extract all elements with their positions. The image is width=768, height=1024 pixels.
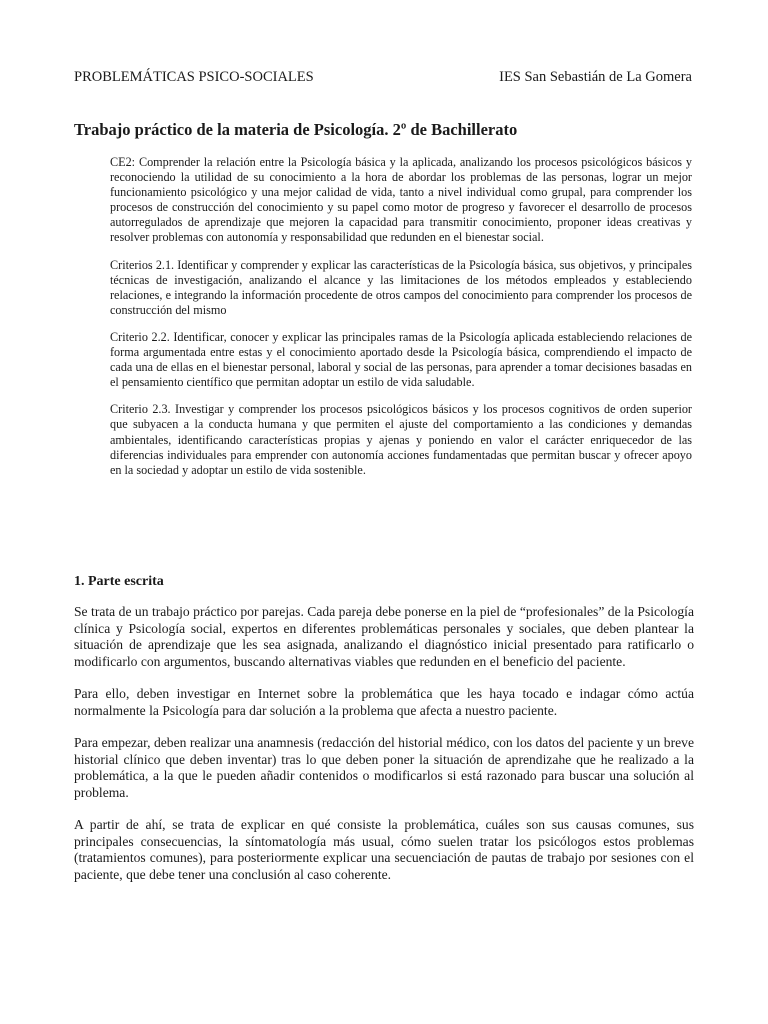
- evaluation-criteria: [110, 155, 692, 490]
- criterion-2-1: Criterios 2.1. Identificar y comprender y explicar las características de la Psicología básica, sus objetivos, y principales técnicas de investigación, analizando el alcance y las limitaciones de los métodos empleados y estableciendo relaciones, e integrando la información procedente de otros campos del conocimiento para comprender los procesos de construcción del mismo: [110, 257, 692, 317]
- section-paragraph: Para empezar, deben realizar una anamnesis (redacción del historial médico, con los datos del paciente y un breve historial clínico que deben inventar) tras lo que deben poner la situación de aprendizahe que he realizado a la problemática, a la que le pueden añadir contenidos o modificarlos si está razonado para buscar una solución al problema.: [74, 735, 694, 800]
- page-header: [74, 68, 692, 86]
- criterion-2-2: Criterio 2.2. Identificar, conocer y explicar las principales ramas de la Psicología aplicada estableciendo relaciones de forma argumentada entre estas y el conocimiento aportado desde la Psicología básica, comprendiendo el impacto de cada una de ellas en el bienestar personal, laboral y social de las personas, para aprender a tomar decisiones basadas en el pensamiento científico que permitan adoptar un estilo de vida saludable.: [110, 329, 692, 390]
- header-subject: PROBLEMÁTICAS PSICO-SOCIALES: [74, 69, 314, 85]
- section-paragraph: A partir de ahí, se trata de explicar en qué consiste la problemática, cuáles son sus causas comunes, sus principales consecuencias, la síntomatología más usual, cómo suelen tratar los psicólogos estos problemas (tratamientos comunes), para posteriormente explicar una secuenciación de pautas de trabajo por sesiones con el paciente, que debe tener una conclusión al caso coherente.: [74, 817, 694, 882]
- criterion-ce2: CE2: Comprender la relación entre la Psicología básica y la aplicada, analizando los procesos psicológicos básicos y reconociendo la utilidad de su conocimiento a la hora de abordar los problemas de las personas, lograr un mejor funcionamiento psicológico y una mejor calidad de vida, tanto a nivel individual como grupal, para comprender los procesos de construcción del conocimiento y su papel como motor de progreso y favorecer el desarrollo de procesos autorregulados de aprendizaje que mejoren la capacidad para transmitir conocimiento, proponer ideas creativas y resolver problemas con autonomía y responsabilidad que redunden en el bienestar social.: [110, 155, 692, 245]
- section-heading: 1. Parte escrita: [74, 574, 164, 589]
- criterion-2-3: Criterio 2.3. Investigar y comprender los procesos psicológicos básicos y los procesos cognitivos de orden superior que subyacen a la conducta humana y que permiten el ajuste del comportamiento a las condiciones y demandas ambientales, identificando características propias y ajenas y poniendo en valor el carácter enriquecedor de las diferencias individuales para emprender con autonomía acciones fundamentadas que permitan buscar y ofrecer apoyo en la sociedad y adoptar un estilo de vida sostenible.: [110, 402, 692, 477]
- document-title: Trabajo práctico de la materia de Psicología. 2º de Bachillerato: [74, 120, 518, 139]
- header-school: IES San Sebastián de La Gomera: [499, 69, 692, 85]
- section-written-part: [74, 573, 694, 899]
- section-paragraph: Para ello, deben investigar en Internet sobre la problemática que les haya tocado e indagar cómo actúa normalmente la Psicología para dar solución a la problema que afecta a nuestro paciente.: [74, 686, 694, 718]
- section-paragraph: Se trata de un trabajo práctico por parejas. Cada pareja debe ponerse en la piel de “profesionales” de la Psicología clínica y Psicología social, expertos en diferentes problemáticas personales y sociales, que deben plantear la situación de aprendizaje que les sea asignada, analizando el diagnóstico inicial presentado para ratificarlo o modificarlo con argumentos, buscando alternativas viables que redunden en el beneficio del paciente.: [74, 604, 694, 669]
